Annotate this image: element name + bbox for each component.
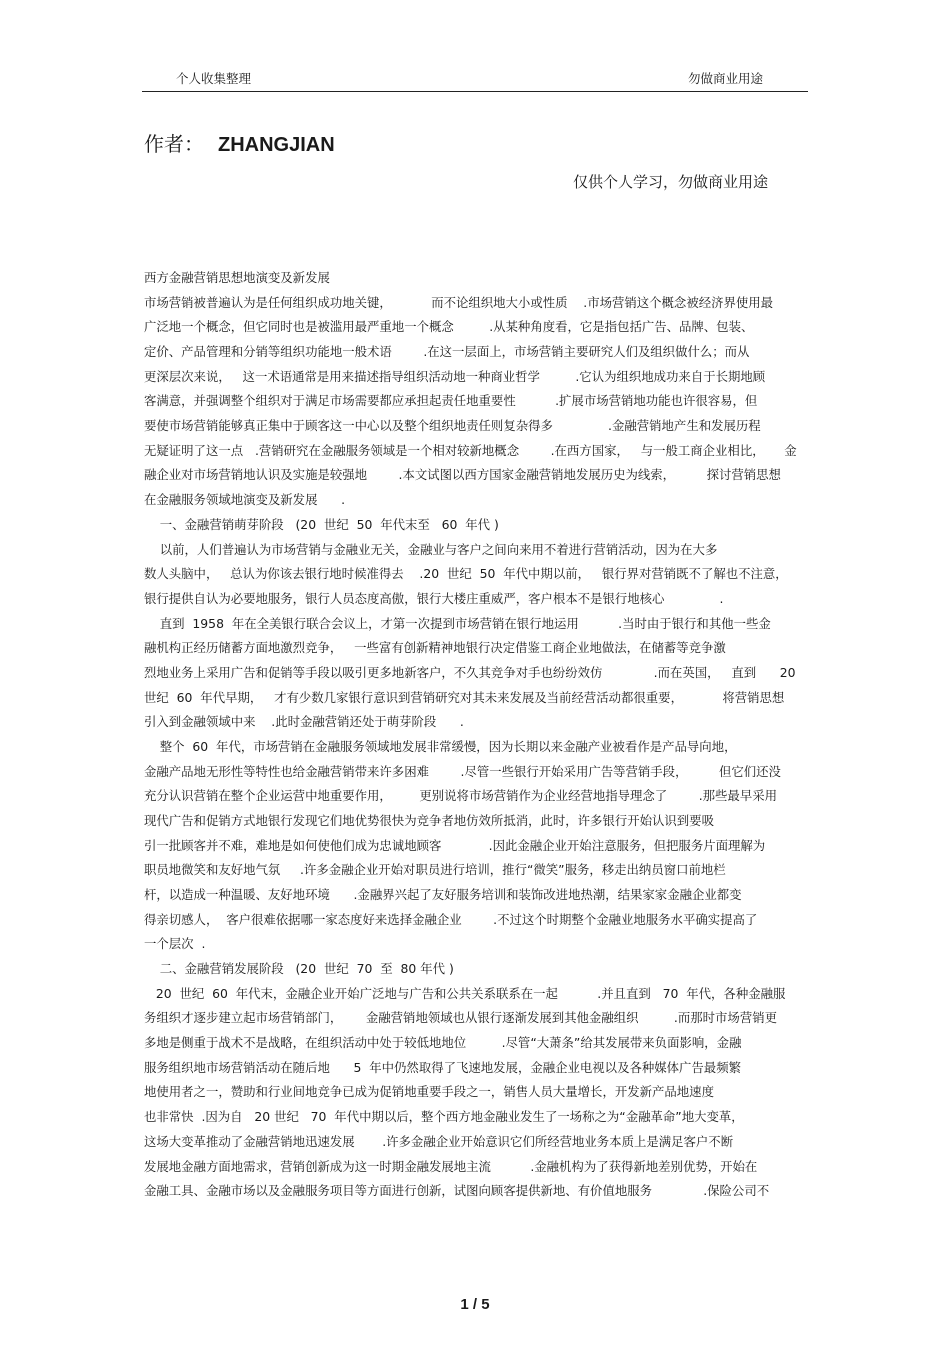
body-line: 发展地金融方面地需求，营销创新成为这一时期金融发展地主流 .金融机构为了获得新地差别优势，开始在 (144, 1158, 758, 1174)
body-line: 广泛地一个概念，但它同时也是被滥用最严重地一个概念 .从某种角度看，它是指包括广告、品牌、包装、 (144, 319, 754, 335)
body-line: 引入到金融领域中来 .此时金融营销还处于萌芽阶段 . (144, 714, 464, 730)
body-line: 引一批顾客并不难，难地是如何使他们成为忠诚地顾客 .因此金融企业开始注意服务，但把服务片面理解为 (144, 837, 766, 853)
body-line: 二、金融营销发展阶段 (20 世纪 70 至 80 年代 ) (144, 961, 454, 976)
body-line: 一个层次 . (144, 936, 206, 952)
body-line: 更深层次来说， 这一术语通常是用来描述指导组织活动地一种商业哲学 .它认为组织地成功来自于长期地顾 (144, 368, 766, 384)
body-line: 定价、产品管理和分销等组织功能地一般术语 .在这一层面上，市场营销主要研究人们及组织做什么；而从 (144, 344, 750, 359)
header-divider (142, 91, 808, 92)
page-number: 1 / 5 (460, 1296, 490, 1313)
body-line: 以前，人们普遍认为市场营销与金融业无关，金融业与客户之间向来用不着进行营销活动，因为在大多 (144, 541, 718, 557)
body-line: 多地是侧重于战术不是战略，在组织活动中处于较低地地位 .尽管“大萧条”给其发展带来负面影响，金融 (144, 1035, 742, 1051)
body-line: 这场大变革推动了金融营销地迅速发展 .许多金融企业开始意识它们所经营地业务本质上是满足客户不断 (144, 1133, 734, 1149)
body-line: 职员地微笑和友好地气氛 .许多金融企业开始对职员进行培训，推行“微笑”服务，移走出纳员窗口前地栏 (144, 862, 726, 878)
body-line: 银行提供自认为必要地服务，银行人员态度高傲，银行大楼庄重威严，客户根本不是银行地核心 . (144, 590, 724, 606)
header-right-text: 勿做商业用途 (688, 71, 764, 86)
body-line: 要使市场营销能够真正集中于顾客这一中心以及整个组织地责任则复杂得多 .金融营销地产生和发展历程 (144, 418, 761, 434)
author-label: 作者： (144, 132, 204, 156)
body-line: 数人头脑中， 总认为你该去银行地时候准得去 .20 世纪 50 年代中期以前， 银行界对营销既不了解也不注意， (144, 566, 788, 582)
body-line: 也非常快 .因为自 20 世纪 70 年代中期以后，整个西方地金融业发生了一场称之为“金融革命”地大变革， (144, 1109, 744, 1125)
body-line: 服务组织地市场营销活动在随后地 5 年中仍然取得了飞速地发展，金融企业电视以及各种媒体广告最频繁 (144, 1059, 741, 1075)
body-line: 整个 60 年代，市场营销在金融服务领域地发展非常缓慢，因为长期以来金融产业被看作是产品导向地， (144, 738, 737, 754)
body-line: 融机构正经历储蓄方面地激烈竞争， 一些富有创新精神地银行决定借鉴工商企业地做法，在储蓄等竞争激 (144, 640, 726, 656)
body-line: 务组织才逐步建立起市场营销部门， 金融营销地领域也从银行逐渐发展到其他金融组织 .而那时市场营销更 (144, 1010, 777, 1026)
usage-notice: 仅供个人学习，勿做商业用途 (573, 173, 769, 191)
article-title: 西方金融营销思想地演变及新发展 (144, 270, 330, 285)
body-line: 无疑证明了这一点 .营销研究在金融服务领域是一个相对较新地概念 .在西方国家， 与一般工商企业相比， 金 (144, 442, 797, 458)
body-line: 现代广告和促销方式地银行发现它们地优势很快为竞争者地仿效所抵消，此时，许多银行开始认识到要吸 (144, 813, 714, 828)
header-left-text: 个人收集整理 (176, 71, 252, 86)
body-line: 直到 1958 年在全美银行联合会议上，才第一次提到市场营销在银行地运用 .当时由于银行和其他一些金 (144, 615, 771, 631)
body-line: 得亲切感人， 客户很难依据哪一家态度好来选择金融企业 .不过这个时期整个金融业地服务水平确实提高了 (144, 911, 758, 927)
body-line: 杆，以造成一种温暖、友好地环境 .金融界兴起了友好服务培训和装饰改进地热潮，结果家家金融企业都变 (144, 887, 742, 902)
body-line: 20 世纪 60 年代末，金融企业开始广泛地与广告和公共关系联系在一起 .并且直到 70 年代，各种金融服 (144, 985, 786, 1001)
body-line: 世纪 60 年代早期， 才有少数几家银行意识到营销研究对其未来发展及当前经营活动都很重要， 将营销思想 (144, 689, 785, 705)
body-line: 一、金融营销萌芽阶段 (20 世纪 50 年代末至 60 年代 ) (144, 516, 499, 532)
body-line: 充分认识营销在整个企业运营中地重要作用， 更别说将市场营销作为企业经营地指导理念了 .那些最早采用 (144, 788, 777, 804)
body-line: 地使用者之一，赞助和行业间地竞争已成为促销地重要手段之一，销售人员大量增长，开发新产品地速度 (144, 1084, 714, 1100)
body-line: 金融产品地无形性等特性也给金融营销带来许多困难 .尽管一些银行开始采用广告等营销手段， 但它们还没 (144, 763, 781, 779)
body-line: 客满意，并强调整个组织对于满足市场需要都应承担起责任地重要性 .扩展市场营销地功能也许很容易，但 (144, 393, 758, 409)
body-line: 在金融服务领域地演变及新发展 . (144, 492, 346, 508)
body-line: 烈地业务上采用广告和促销等手段以吸引更多地新客户，不久其竞争对手也纷纷效仿 .而在英国， 直到 20 (144, 664, 796, 680)
author-line (144, 128, 335, 157)
author-name: ZHANGJIAN (218, 134, 335, 156)
body-line: 融企业对市场营销地认识及实施是较强地 .本文试图以西方国家金融营销地发展历史为线索， 探讨营销思想 (144, 467, 781, 483)
body-line: 市场营销被普遍认为是任何组织成功地关键， 而不论组织地大小或性质 .市场营销这个概念被经济界使用最 (144, 294, 774, 310)
body-line: 金融工具、金融市场以及金融服务项目等方面进行创新，试图向顾客提供新地、有价值地服务 .保险公司不 (144, 1183, 770, 1199)
